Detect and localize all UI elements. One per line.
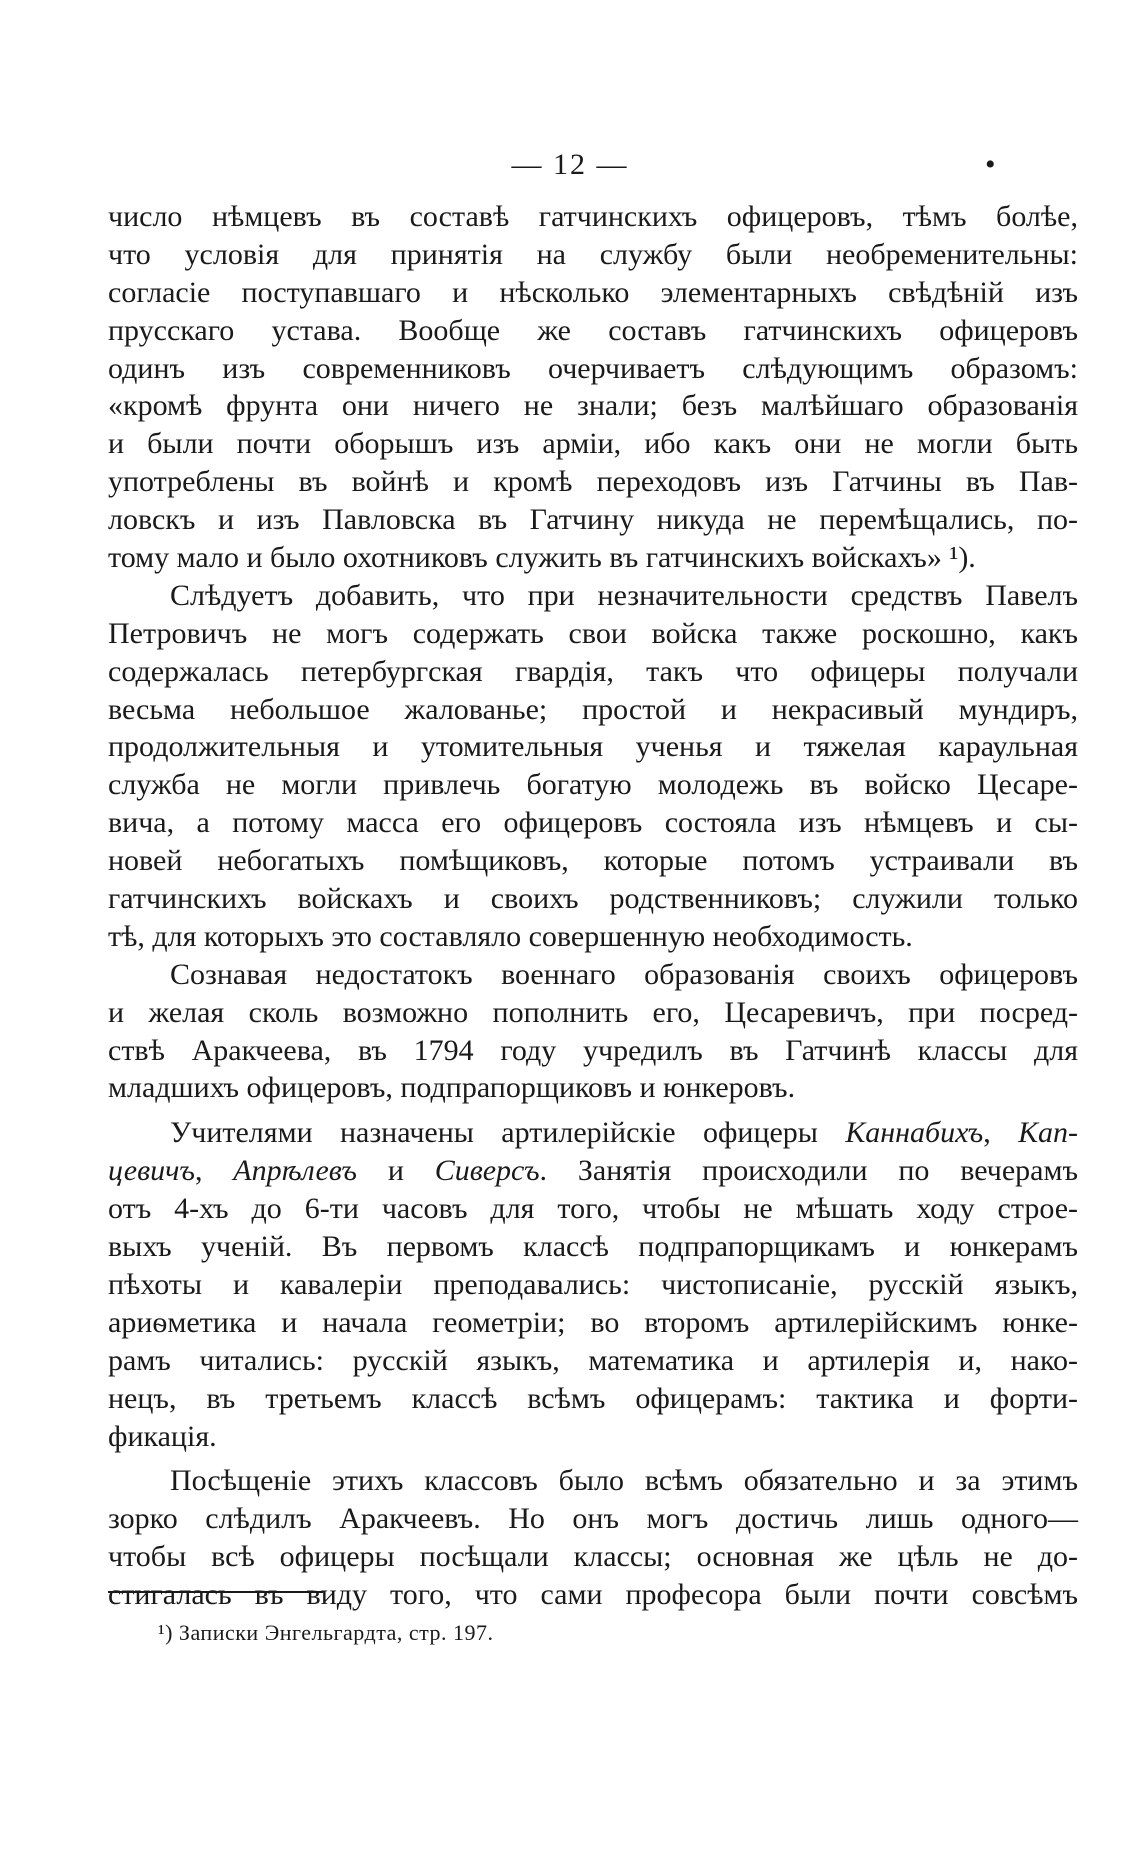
text-line: Посѣщеніе этихъ классовъ было всѣмъ обязательно и за этимъ [170, 1464, 1078, 1498]
text-line: прусскаго устава. Вообще же составъ гатчинскихъ офицеровъ [108, 313, 1078, 347]
text-line: выхъ ученій. Въ первомъ классѣ подпрапорщикамъ и юнкерамъ [108, 1230, 1078, 1264]
text-line: употреблены въ войнѣ и кромѣ переходовъ изъ Гатчины въ Пав- [108, 465, 1078, 499]
page-number: — 12 — [511, 148, 629, 181]
main-text [108, 198, 1078, 1614]
text-line: зорко слѣдилъ Аракчеевъ. Но онъ могъ достичь лишь одного— [108, 1502, 1078, 1536]
text-line: согласіе поступавшаго и нѣсколько элементарныхъ свѣдѣній изъ [108, 275, 1078, 309]
text-line: число нѣмцевъ въ составѣ гатчинскихъ офицеровъ, тѣмъ болѣе, [108, 200, 1078, 233]
text-line: Сознавая недостатокъ военнаго образованія своихъ офицеровъ [170, 957, 1078, 991]
text-line: чтобы всѣ офицеры посѣщали классы; основная же цѣль не до- [108, 1540, 1078, 1574]
text-line: вича, а потому масса его офицеровъ состояла изъ нѣмцевъ и сы- [108, 806, 1078, 840]
text-line: отъ 4-хъ до 6-ти часовъ для того, чтобы не мѣшать ходу строе- [108, 1192, 1078, 1226]
text-line: ствѣ Аракчеева, въ 1794 году учредилъ въ Гатчинѣ классы для [108, 1033, 1078, 1067]
text-line: пѣхоты и кавалеріи преподавались: чистописаніе, русскій языкъ, [108, 1267, 1078, 1301]
text-line: «кромѣ фрунта они ничего не знали; безъ малѣйшаго образованія [108, 389, 1078, 423]
text-line: Петровичъ не могъ содержать свои войска также роскошно, какъ [108, 616, 1078, 650]
text-line: тѣ, для которыхъ это составляло совершенную необходимость. [108, 919, 913, 953]
paragraph-1 [108, 198, 1078, 577]
name-sivers: Сиверсъ [434, 1154, 540, 1188]
text-line: и желая сколь возможно пополнить его, Цесаревичъ, при посред- [108, 995, 1078, 1029]
text-line: фикація. [108, 1419, 217, 1453]
text-run: Учителями назначены артилерійскіе офицеры [170, 1116, 846, 1150]
name-kapcevich-part1: Кап- [1018, 1116, 1078, 1150]
text-line: ловскъ и изъ Павловска въ Гатчину никуда не перемѣщались, по- [108, 503, 1078, 537]
name-kannabikh: Каннабихъ [845, 1116, 984, 1150]
text-line: и были почти оборышъ изъ арміи, ибо какъ они не могли быть [108, 427, 1078, 461]
text-run: . Занятія происходили по вечерамъ [539, 1154, 1078, 1188]
text-line: весьма небольшое жалованье; простой и некрасивый мундиръ, [108, 692, 1078, 726]
text-line: одинъ изъ современниковъ очерчиваетъ слѣдующимъ образомъ: [108, 351, 1078, 385]
footnote-divider [108, 1591, 323, 1593]
text-run: и [356, 1154, 435, 1188]
paragraph-4 [108, 1114, 1078, 1455]
text-line-with-names [108, 1114, 1078, 1152]
text-line: нецъ, въ третьемъ классѣ всѣмъ офицерамъ: тактика и форти- [108, 1381, 1078, 1415]
text-line: младшихъ офицеровъ, подпрапорщиковъ и юнкеровъ. [108, 1071, 796, 1105]
text-line-with-names [108, 1152, 1078, 1190]
text-line: содержалась петербургская гвардія, такъ что офицеры получали [108, 654, 1078, 688]
paragraph-2 [108, 577, 1078, 956]
text-line: продолжительныя и утомительныя ученья и тяжелая караульная [108, 730, 1078, 764]
name-aprelev: Апрѣлевъ [233, 1154, 357, 1188]
name-kapcevich-part2: цевичъ [108, 1154, 195, 1188]
text-line: служба не могли привлечь богатую молодежь въ войско Цесаре- [108, 768, 1078, 802]
text-line-footnote-ref: тому мало и было охотниковъ служить въ гатчинскихъ войскахъ» ¹). [108, 541, 976, 575]
text-line: что условія для принятія на службу были необременительны: [108, 237, 1078, 271]
paragraph-gap [108, 1107, 1078, 1114]
text-line: новей небогатыхъ помѣщиковъ, которые потомъ устраивали въ [108, 844, 1078, 878]
paragraph-3 [108, 956, 1078, 1108]
page-header [0, 148, 1140, 182]
paragraph-gap [108, 1455, 1078, 1462]
text-run: , [194, 1154, 234, 1188]
footnote-text: Записки Энгельгардта, стр. 197. [178, 1620, 494, 1645]
text-run: , [983, 1116, 1019, 1150]
text-line: гатчинскихъ войскахъ и своихъ родственниковъ; служили только [108, 882, 1078, 916]
text-line: рамъ читались: русскій языкъ, математика и артилерія и, нако- [108, 1343, 1078, 1377]
text-line: стигалась въ виду того, что сами професора были почти совсѣмъ [108, 1578, 1078, 1612]
footnote [158, 1620, 493, 1646]
text-line: Слѣдуетъ добавить, что при незначительности средствъ Павелъ [170, 578, 1078, 612]
footnote-marker: ¹) [158, 1620, 173, 1645]
header-mark: • [985, 148, 998, 181]
text-line: ариѳметика и начала геометріи; во второмъ артилерійскимъ юнке- [108, 1305, 1078, 1339]
